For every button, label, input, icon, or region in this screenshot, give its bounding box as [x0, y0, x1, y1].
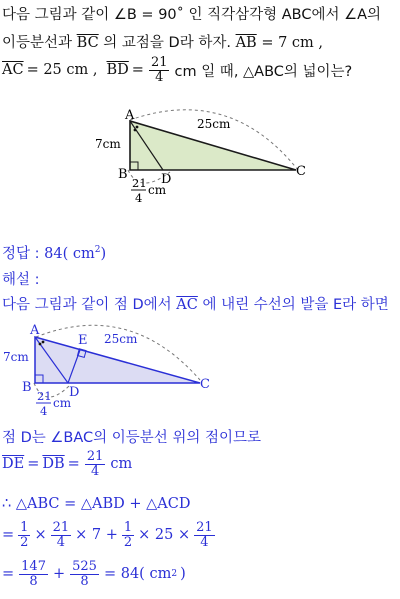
- segment-bd: $\overline{BD}$: [106, 62, 129, 79]
- solution-calc-line: [2, 521, 217, 549]
- segment-db: $\overline{DB}$: [42, 456, 65, 473]
- solution-text: 점 D는 ∠BAC의 이등분선 위의 점이므로: [2, 430, 262, 446]
- problem-text: 다음 그림과 같이 ∠B = 90˚ 인 직각삼각형 ABC에서 ∠A의: [2, 7, 382, 23]
- operator: × 25 ×: [138, 527, 191, 544]
- fraction: [18, 521, 30, 549]
- label-bd-num: 21: [132, 176, 147, 190]
- answer-sup: 2: [94, 245, 101, 256]
- label-ab: 7cm: [3, 350, 29, 364]
- numerator: 21: [52, 520, 70, 535]
- triangle-figure-2: [0, 320, 400, 420]
- denominator: 4: [200, 534, 209, 550]
- angle-dot: [136, 126, 139, 129]
- result-sup: 2: [171, 569, 178, 580]
- solution-label: [2, 268, 40, 289]
- angle-dot: [39, 343, 42, 346]
- operator: ×: [34, 527, 47, 544]
- numerator: 525: [72, 559, 97, 574]
- numerator: 21: [86, 449, 104, 464]
- problem-line-2: [2, 31, 323, 52]
- denominator: 8: [80, 573, 89, 589]
- solution-label-text: 해설 :: [2, 272, 40, 288]
- fraction: [194, 521, 215, 549]
- denominator: 4: [56, 534, 65, 550]
- denominator: 4: [155, 69, 164, 85]
- label-a: A: [30, 323, 40, 338]
- problem-text: 이등분선과: [2, 35, 73, 51]
- solution-de-line: [2, 450, 132, 478]
- problem-text: = 7 cm ,: [261, 35, 323, 51]
- operator: × 7 +: [75, 527, 118, 544]
- problem-text: = 25 cm ,: [26, 62, 98, 79]
- denominator: 4: [90, 463, 100, 479]
- fraction: [51, 521, 72, 549]
- label-bd-unit: cm: [53, 396, 72, 410]
- unit: cm: [110, 456, 133, 473]
- equals-sign: =: [131, 62, 144, 79]
- label-b: B: [22, 380, 32, 395]
- label-a: A: [125, 108, 135, 123]
- equals-sign: =: [2, 527, 15, 544]
- equals-sign: =: [27, 456, 40, 473]
- answer-close: ): [100, 246, 107, 262]
- result-close: ): [180, 566, 186, 583]
- segment-ac: $\overline{AC}$: [2, 62, 24, 79]
- label-bd-den: 4: [40, 404, 48, 418]
- solution-result-line: [2, 560, 186, 588]
- numerator: 1: [20, 520, 29, 535]
- fraction-bd: [149, 56, 170, 84]
- denominator: 2: [20, 534, 29, 550]
- result-value: = 84( cm: [103, 566, 172, 583]
- answer-value: 84( cm: [44, 246, 95, 262]
- denominator: 2: [123, 534, 133, 550]
- solution-text: 에 내린 수선의 발을 E라 하면: [202, 297, 389, 313]
- angle-dot: [42, 341, 45, 344]
- equals-sign: =: [2, 566, 15, 583]
- denominator: 8: [29, 573, 38, 589]
- solution-text: ∴ △ABC = △ABD + △ACD: [2, 496, 191, 512]
- angle-dot: [134, 129, 137, 132]
- problem-text: cm 일 때, △ABC의 넓이는?: [174, 63, 353, 80]
- label-d: D: [69, 385, 80, 400]
- label-b: B: [118, 167, 128, 182]
- equals-sign: =: [67, 456, 80, 473]
- solution-intro: [2, 293, 389, 314]
- triangle-figure-1: [0, 100, 400, 210]
- label-bd-den: 4: [135, 191, 143, 205]
- label-d: D: [161, 172, 172, 187]
- fraction: [122, 521, 134, 549]
- numerator: 21: [196, 520, 213, 535]
- operator: +: [52, 566, 66, 583]
- segment-de: $\overline{DE}$: [2, 456, 25, 473]
- answer-label: 정답 :: [2, 246, 40, 262]
- label-bd-num: 21: [37, 389, 52, 403]
- problem-line-3: [2, 56, 352, 84]
- segment-ab: $\overline{AB}$: [235, 35, 257, 51]
- fraction: [70, 560, 99, 588]
- label-ab: 7cm: [95, 137, 121, 151]
- segment-ac: $\overline{AC}$: [176, 297, 198, 313]
- label-c: C: [296, 164, 306, 179]
- segment-bc: $\overline{BC}$: [76, 35, 99, 51]
- numerator: 1: [123, 520, 133, 535]
- solution-therefore: [2, 496, 190, 512]
- label-e: E: [78, 333, 88, 348]
- solution-text: 다음 그림과 같이 점 D에서: [2, 297, 172, 313]
- fraction: [19, 560, 48, 588]
- problem-line-1: [2, 3, 381, 24]
- label-ac: 25cm: [197, 117, 231, 131]
- fraction-de: [85, 450, 106, 478]
- answer-line: [2, 242, 106, 263]
- label-bd-unit: cm: [148, 183, 167, 197]
- numerator: 21: [150, 55, 168, 70]
- problem-text: 의 교점을 D라 하자.: [103, 35, 231, 51]
- solution-point-d: [2, 426, 261, 447]
- label-ac: 25cm: [104, 332, 138, 346]
- label-c: C: [200, 377, 210, 392]
- numerator: 147: [21, 559, 46, 574]
